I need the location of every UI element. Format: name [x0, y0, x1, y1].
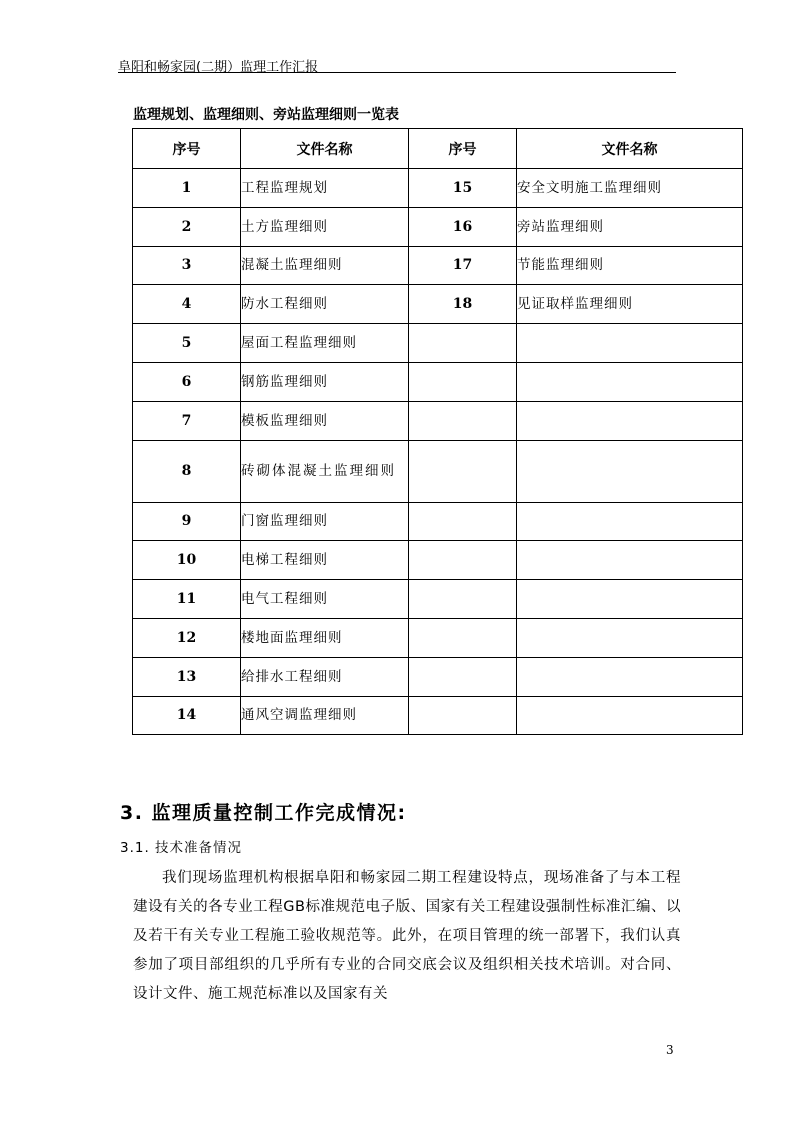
filename-cell [517, 541, 743, 580]
page-number: 3 [666, 1043, 674, 1057]
header-serial-2: 序号 [409, 129, 517, 169]
serial-cell: 4 [133, 285, 241, 324]
serial-cell: 13 [133, 657, 241, 696]
serial-cell: 10 [133, 541, 241, 580]
header-filename-2: 文件名称 [517, 129, 743, 169]
filename-cell: 砖砌体混凝土监理细则 [241, 440, 409, 502]
filename-cell: 通风空调监理细则 [241, 696, 409, 735]
filename-cell: 节能监理细则 [517, 246, 743, 285]
serial-cell: 8 [133, 440, 241, 502]
table-row [133, 502, 743, 541]
body-paragraph: 我们现场监理机构根据阜阳和畅家园二期工程建设特点，现场准备了与本工程建设有关的各专业工程GB标准规范电子版、国家有关工程建设强制性标准汇编、以及若干有关专业工程施工验收规范等。此外，在项目管理的统一部署下，我们认真参加了项目部组织的几乎所有专业的合同交底会议及组织相关技术培训。对合同、设计文件、施工规范标准以及国家有关 [133, 870, 681, 1002]
table-row [133, 362, 743, 401]
serial-cell [409, 324, 517, 363]
serial-cell: 17 [409, 246, 517, 285]
serial-cell [409, 502, 517, 541]
header-filename-1: 文件名称 [241, 129, 409, 169]
table-row [133, 207, 743, 246]
filename-cell: 屋面工程监理细则 [241, 324, 409, 363]
filename-cell [517, 618, 743, 657]
filename-cell: 模板监理细则 [241, 401, 409, 440]
serial-cell: 18 [409, 285, 517, 324]
filename-cell [517, 440, 743, 502]
filename-cell [517, 362, 743, 401]
filename-cell: 安全文明施工监理细则 [517, 169, 743, 208]
table-row [133, 401, 743, 440]
serial-cell: 3 [133, 246, 241, 285]
filename-cell [517, 502, 743, 541]
filename-cell [517, 580, 743, 619]
filename-cell: 旁站监理细则 [517, 207, 743, 246]
subsection-heading: 3.1. 技术准备情况 [120, 840, 243, 856]
filename-cell: 见证取样监理细则 [517, 285, 743, 324]
table-row [133, 440, 743, 502]
filename-cell [517, 696, 743, 735]
document-index-table [132, 128, 743, 735]
serial-cell: 7 [133, 401, 241, 440]
section-heading: 3. 监理质量控制工作完成情况: [120, 802, 407, 824]
serial-cell: 15 [409, 169, 517, 208]
filename-cell: 土方监理细则 [241, 207, 409, 246]
filename-cell [517, 657, 743, 696]
table-row [133, 324, 743, 363]
serial-cell: 14 [133, 696, 241, 735]
filename-cell: 混凝土监理细则 [241, 246, 409, 285]
table-header-row [133, 129, 743, 169]
page-header: 阜阳和畅家园(二期）监理工作汇报 [118, 60, 319, 75]
serial-cell [409, 401, 517, 440]
table-title: 监理规划、监理细则、旁站监理细则一览表 [133, 107, 399, 123]
serial-cell: 9 [133, 502, 241, 541]
filename-cell: 钢筋监理细则 [241, 362, 409, 401]
serial-cell: 5 [133, 324, 241, 363]
serial-cell [409, 696, 517, 735]
serial-cell: 2 [133, 207, 241, 246]
filename-cell: 防水工程细则 [241, 285, 409, 324]
header-rule [118, 72, 676, 73]
serial-cell: 11 [133, 580, 241, 619]
serial-cell [409, 580, 517, 619]
filename-cell: 工程监理规划 [241, 169, 409, 208]
serial-cell: 12 [133, 618, 241, 657]
table-row [133, 169, 743, 208]
filename-cell: 门窗监理细则 [241, 502, 409, 541]
table-row [133, 541, 743, 580]
table-body [133, 169, 743, 735]
table-row [133, 657, 743, 696]
serial-cell: 1 [133, 169, 241, 208]
serial-cell [409, 657, 517, 696]
serial-cell: 16 [409, 207, 517, 246]
serial-cell [409, 618, 517, 657]
filename-cell: 给排水工程细则 [241, 657, 409, 696]
filename-cell: 楼地面监理细则 [241, 618, 409, 657]
serial-cell: 6 [133, 362, 241, 401]
filename-cell [517, 324, 743, 363]
filename-cell [517, 401, 743, 440]
serial-cell [409, 362, 517, 401]
serial-cell [409, 541, 517, 580]
table-row [133, 246, 743, 285]
table-row [133, 285, 743, 324]
header-serial-1: 序号 [133, 129, 241, 169]
table-row [133, 696, 743, 735]
filename-cell: 电气工程细则 [241, 580, 409, 619]
serial-cell [409, 440, 517, 502]
table-row [133, 580, 743, 619]
filename-cell: 电梯工程细则 [241, 541, 409, 580]
table-row [133, 618, 743, 657]
